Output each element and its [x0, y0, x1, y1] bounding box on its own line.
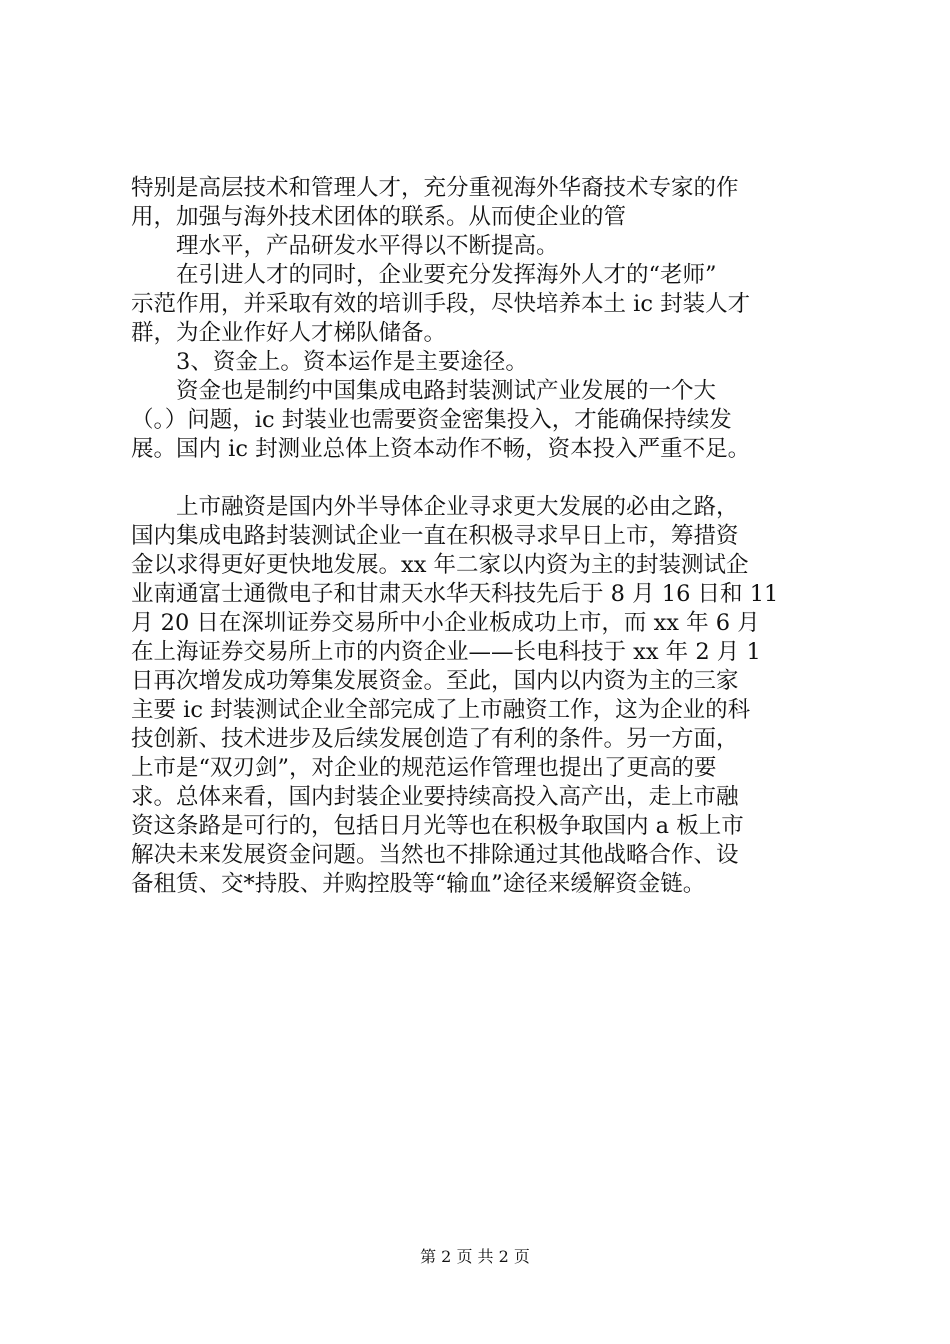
text-line: 业南通富士通微电子和甘肃天水华天科技先后于 8 月 16 日和 11: [131, 581, 779, 607]
text-line: 技创新、技术进步及后续发展创造了有利的条件。另一方面，: [131, 726, 739, 752]
text-line: 国内集成电路封装测试企业一直在积极寻求早日上市，筹措资: [131, 523, 739, 549]
text-line: 日再次增发成功筹集发展资金。至此，国内以内资为主的三家: [131, 668, 739, 694]
text-line: 备租赁、交*持股、并购控股等“输血”途径来缓解资金链。: [131, 871, 706, 897]
text-line: 示范作用，并采取有效的培训手段，尽快培养本土 ic 封装人才: [131, 291, 751, 317]
text-line: 用，加强与海外技术团体的联系。从而使企业的管: [131, 204, 627, 230]
text-line: 上市融资是国内外半导体企业寻求更大发展的必由之路，: [176, 494, 739, 520]
text-line: 群，为企业作好人才梯队储备。: [131, 320, 447, 346]
page-number-label: 第 2 页 共 2 页: [420, 1247, 530, 1266]
text-line: 在引进人才的同时，企业要充分发挥海外人才的“老师”: [176, 262, 717, 288]
text-line: 展。国内 ic 封测业总体上资本动作不畅，资本投入严重不足。: [131, 436, 751, 462]
text-line: 主要 ic 封装测试企业全部完成了上市融资工作，这为企业的科: [131, 697, 751, 723]
text-line: 求。总体来看，国内封装企业要持续高投入高产出，走上市融: [131, 784, 739, 810]
text-line: （。）问题，ic 封装业也需要资金密集投入，才能确保持续发: [131, 407, 732, 433]
section-heading: 3、资金上。资本运作是主要途径。: [176, 349, 528, 375]
text-line: 金以求得更好更快地发展。xx 年二家以内资为主的封装测试企: [131, 552, 749, 578]
paragraph-gap: [131, 464, 831, 493]
page-footer: [0, 1244, 950, 1267]
text-line: 资这条路是可行的，包括日月光等也在积极争取国内 a 板上市: [131, 813, 744, 839]
text-line: 在上海证券交易所上市的内资企业——长电科技于 xx 年 2 月 1: [131, 639, 761, 665]
text-line: 月 20 日在深圳证券交易所中小企业板成功上市，而 xx 年 6 月: [131, 610, 760, 636]
text-line: 理水平，产品研发水平得以不断提高。: [176, 233, 559, 259]
text-line: 资金也是制约中国集成电路封装测试产业发展的一个大: [176, 378, 717, 404]
text-line: 解决未来发展资金问题。当然也不排除通过其他战略合作、设: [131, 842, 739, 868]
text-line: 上市是“双刃剑”，对企业的规范运作管理也提出了更高的要: [131, 755, 717, 781]
text-line: 特别是高层技术和管理人才，充分重视海外华裔技术专家的作: [131, 175, 739, 201]
document-body: [131, 174, 831, 899]
